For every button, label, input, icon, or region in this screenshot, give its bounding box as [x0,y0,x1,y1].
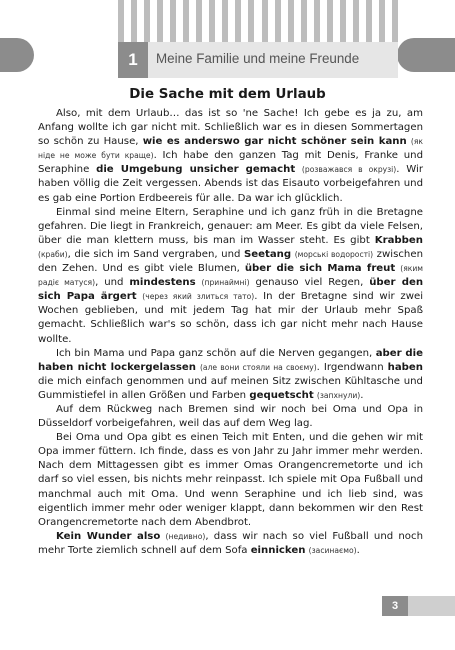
text-run: , dass wir nach so viel Fußball und noch mehr Torte ziemlich schnell auf dem Sofa [38,530,423,556]
text-run: zwischen den Zehen. Und es gibt viele Blumen, [38,248,423,275]
text-run: . Irgendwann [316,361,388,373]
page-number: 3 [382,596,408,616]
text-run: die mich einfach genommen und auf meinen Sitz zwischen Kühltasche und Gummistiefel in allen Größen und Farben [38,375,423,401]
gloss: (краби) [38,249,68,259]
paragraph [38,530,423,558]
bold-phrase: über die sich Mama freut [244,263,396,275]
right-side-tab [397,38,455,72]
text-run: . [360,389,364,401]
text-run: Auf dem Rückweg nach Bremen sind wir noch bei Oma und Opa in Düsseldorf vorbeigefahren, weil das auf dem Weg lag. [38,403,423,430]
gloss: (через який злиться тато) [142,292,255,302]
article-title: Die Sache mit dem Urlaub [129,87,326,102]
text-run: . [356,544,360,556]
article-text [38,107,423,558]
text-run: Ich bin Mama und Papa ganz schön auf die Nerven gegangen, [56,347,376,359]
bold-phrase: mindestens [129,277,196,289]
text-run: Einmal sind meine Eltern, Seraphine und ich ganz früh in die Bretagne gefahren. Die liegt in Frankreich, genauer: am Meer. Es gibt da viele Felsen, über die man klettern muss, bis man im Wasser steht. Es gibt [38,206,423,246]
text-run: , und [95,277,130,289]
text-run: genauso viel Regen, [249,277,370,289]
bold-phrase: einnicken [250,544,306,556]
text-run: Also, mit dem Urlaub… das ist so 'ne Sache! Ich gebe es ja zu, am Anfang wollte ich gar nicht mit. Schließlich war es in diesen Sommertagen so schön zu Hause, [38,108,423,148]
chapter-number: 1 [118,42,148,78]
text-run: . Ich habe den ganzen Tag mit Denis, Franke und Seraphine [38,150,424,176]
bold-phrase: die Umgebung unsicher gemacht [96,164,296,176]
gloss: (морські водорості) [294,249,374,259]
bold-phrase: Krabben [374,234,423,246]
text-run: , die sich im Sand vergraben, und [67,248,244,260]
text-run: Bei Oma und Opa gibt es einen Teich mit Enten, und die gehen wir mit Opa immer füttern. Ich finde, dass es von Jahr zu Jahr immer mehr werden. Nach dem Mittagessen gibt es immer Omas Orangencremetorte und ich darf so viel essen, bis nichts mehr reinpasst. Ich spiele mit Opa Fußball und manchmal auch mit Oma. Und wenn Seraphine und ich lieb sind, was eigentlich immer mehr oder weniger klappt, dann bekommen wir den Rest Orangencremetorte nach dem Abendbrot. [38,432,423,528]
gloss: (але вони стояли на своєму) [199,362,317,372]
gloss: (недивно) [165,531,206,541]
paragraph [38,206,423,347]
bold-phrase: aber die haben nicht lockergelassen [38,347,423,373]
text-run [295,164,302,175]
bold-phrase: haben [387,361,423,373]
paragraph [38,403,423,431]
bold-phrase: über den sich Papa ärgert [38,277,424,303]
gloss: (розважався в окрузі) [301,165,397,175]
chapter-title: Meine Familie und meine Freunde [156,51,360,66]
paragraph [38,347,423,403]
paragraph [38,107,423,206]
gloss: (засинаємо) [308,545,357,555]
gloss: (принаймні) [201,278,250,288]
bold-phrase: Seetang [243,248,292,260]
bold-phrase: gequetscht [249,389,314,401]
bold-phrase: Kein Wunder also [56,530,161,542]
gloss: (яким радіє матуся) [38,264,424,288]
gloss: (як ніде не може бути краще) [38,137,423,161]
gloss: (запхнули) [316,390,361,400]
bold-phrase: wie es anderswo gar nicht schöner sein kann [142,136,407,148]
text-run: . In der Bretagne sind wir zwei Wochen geblieben, und mit jedem Tag hat mir der Urlaub mehr Spaß gemacht. Schließlich war's so schön, dass ich gar nicht mehr nach Hause wollte. [38,291,424,345]
left-side-tab [0,38,34,72]
text-run: . Wir haben völlig die Zeit vergessen. Abends ist das Eisauto vorbeigefahren und es gab eine Portion Erdbeereis für alle. Da war ich glücklich. [38,164,423,204]
paragraph [38,431,423,530]
